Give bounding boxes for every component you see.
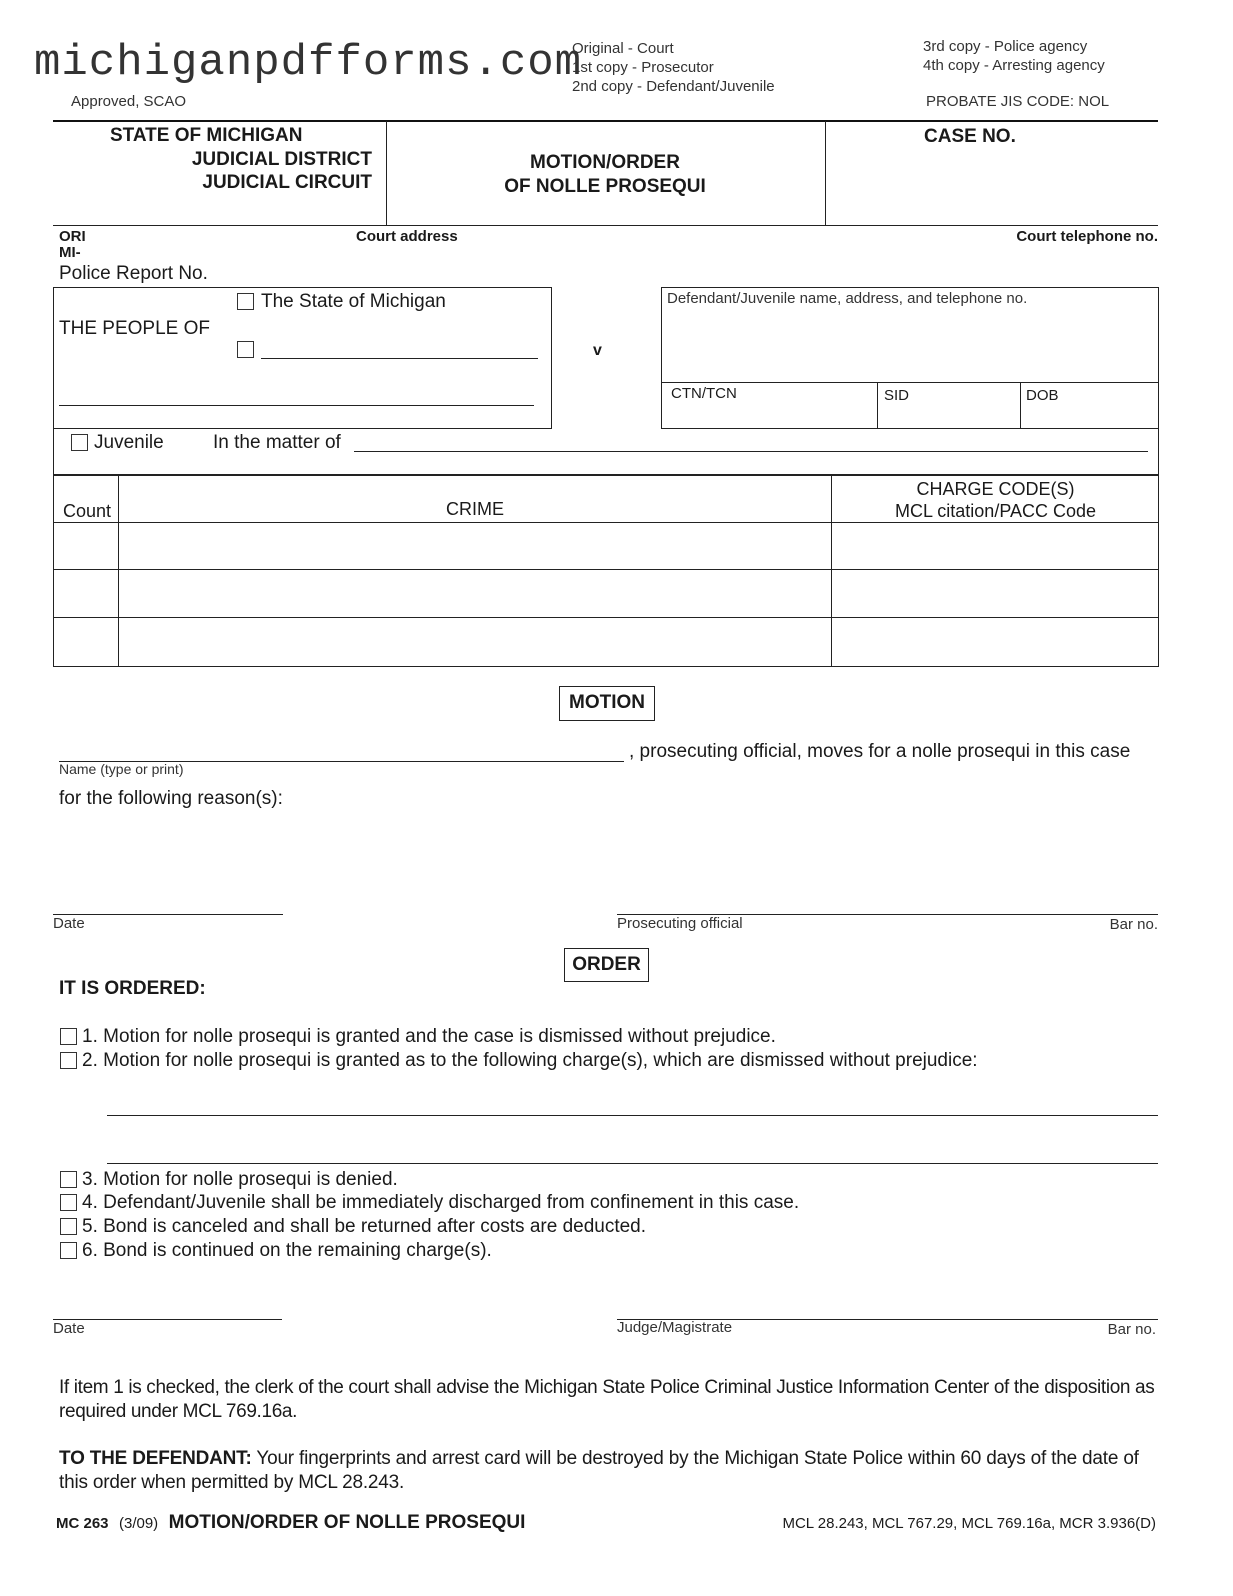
form-footer — [56, 1512, 525, 1534]
defendant-inner-rule — [662, 382, 1159, 383]
mi-label: MI- — [59, 244, 81, 261]
dob-label: DOB — [1026, 387, 1059, 404]
order-bar-label: Bar no. — [1107, 1321, 1156, 1338]
copy-second: 2nd copy - Defendant/Juvenile — [572, 78, 775, 95]
count-header: Count — [63, 501, 112, 521]
order-item-4: 4. Defendant/Juvenile shall be immediately discharged from confinement in this case. — [82, 1192, 800, 1213]
ctn-label: CTN/TCN — [671, 385, 737, 402]
copies-left — [572, 39, 775, 96]
sid-dob-divider — [1020, 382, 1021, 428]
defendant-notice — [59, 1447, 1159, 1495]
table-row[interactable] — [54, 523, 1158, 569]
motion-bar-label: Bar no. — [1109, 916, 1158, 933]
caption-top-rule — [53, 120, 1158, 122]
police-report-label: Police Report No. — [59, 263, 208, 284]
approved-label: Approved, SCAO — [71, 93, 187, 110]
table-row[interactable] — [54, 618, 1158, 665]
reasons-label: for the following reason(s): — [59, 788, 283, 809]
state-of-michigan: STATE OF MICHIGAN — [110, 125, 303, 146]
order-date-label: Date — [53, 1320, 85, 1337]
order-item-1: 1. Motion for nolle prosequi is granted and the case is dismissed without prejudice. — [82, 1026, 776, 1047]
order-date-line[interactable] — [53, 1319, 282, 1320]
charges-dismissed-line-1[interactable] — [107, 1115, 1158, 1116]
order-item-6-checkbox[interactable] — [60, 1242, 77, 1259]
versus-label: v — [593, 342, 602, 359]
form-number: MC 263 — [56, 1515, 109, 1532]
order-item-1-checkbox[interactable] — [60, 1028, 77, 1045]
moves-text: , prosecuting official, moves for a nolle prosequi in this case — [629, 741, 1131, 762]
caption-bottom-rule — [53, 225, 1158, 226]
charge-code-header-line2: MCL citation/PACC Code — [894, 501, 1097, 521]
ori-label: ORI — [59, 228, 86, 245]
crime-header: CRIME — [446, 499, 504, 519]
name-type-label: Name (type or print) — [59, 761, 184, 777]
defendant-label: Defendant/Juvenile name, address, and telephone no. — [667, 290, 1028, 307]
motion-heading: MOTION — [559, 686, 655, 721]
order-item-2: 2. Motion for nolle prosequi is granted as to the following charge(s), which are dismissed without prejudice: — [82, 1050, 978, 1071]
motion-date-label: Date — [53, 915, 85, 932]
order-item-6: 6. Bond is continued on the remaining charge(s). — [82, 1240, 492, 1261]
ctn-sid-divider — [877, 382, 878, 428]
order-item-3: 3. Motion for nolle prosequi is denied. — [82, 1169, 398, 1190]
footer-title: MOTION/ORDER OF NOLLE PROSEQUI — [168, 1512, 526, 1533]
charges-dismissed-line-2[interactable] — [107, 1163, 1158, 1164]
defendant-notice-heading: TO THE DEFENDANT: — [59, 1448, 252, 1469]
defendant-box[interactable] — [661, 287, 1159, 429]
judge-label: Judge/Magistrate — [617, 1319, 733, 1336]
people-signature-line[interactable] — [59, 405, 534, 406]
sid-label: SID — [884, 387, 910, 404]
it-is-ordered: IT IS ORDERED: — [59, 978, 206, 999]
order-item-5-checkbox[interactable] — [60, 1218, 77, 1235]
defendant-notice-text: Your fingerprints and arrest card will be destroyed by the Michigan State Police within 60 days of the date of this order when permitted by MCL 28.243. — [59, 1448, 1139, 1493]
order-item-2-checkbox[interactable] — [60, 1052, 77, 1069]
juvenile-checkbox[interactable] — [71, 434, 88, 451]
copy-fourth: 4th copy - Arresting agency — [923, 57, 1105, 74]
other-plaintiff-checkbox[interactable] — [237, 341, 254, 358]
matter-of-line[interactable] — [354, 451, 1148, 452]
juvenile-label: Juvenile — [94, 432, 164, 453]
state-of-michigan-option: The State of Michigan — [261, 291, 446, 312]
form-title-line2: OF NOLLE PROSEQUI — [504, 176, 706, 197]
clerk-notice: If item 1 is checked, the clerk of the court shall advise the Michigan State Police Criminal Justice Information Center of the disposition as required under MCL 769.16a. — [59, 1377, 1155, 1422]
prosecuting-official-label: Prosecuting official — [617, 915, 743, 932]
caption-divider-1 — [386, 121, 387, 225]
copy-original: Original - Court — [572, 40, 674, 57]
charge-code-header-line1: CHARGE CODE(S) — [916, 479, 1075, 499]
form-title-line1: MOTION/ORDER — [530, 152, 680, 173]
watermark: michiganpdfforms.com — [34, 38, 583, 88]
state-of-michigan-checkbox[interactable] — [237, 293, 254, 310]
court-address-label: Court address — [356, 228, 458, 245]
form-title — [390, 151, 820, 199]
copy-third: 3rd copy - Police agency — [923, 38, 1088, 55]
people-of-label: THE PEOPLE OF — [59, 318, 210, 339]
footer-citations: MCL 28.243, MCL 767.29, MCL 769.16a, MCR 3.936(D) — [782, 1515, 1156, 1532]
court-phone-label: Court telephone no. — [1016, 228, 1158, 245]
matter-of-label: In the matter of — [213, 432, 341, 453]
copy-first: 1st copy - Prosecutor — [572, 59, 714, 76]
caption-divider-2 — [825, 121, 826, 225]
copies-right — [923, 37, 1105, 75]
other-plaintiff-line[interactable] — [261, 358, 538, 359]
order-heading: ORDER — [564, 948, 649, 982]
motion-date-line[interactable] — [53, 914, 283, 915]
order-item-5: 5. Bond is canceled and shall be returned after costs are deducted. — [82, 1216, 647, 1237]
charge-code-header — [832, 478, 1159, 522]
judicial-circuit: JUDICIAL CIRCUIT — [202, 172, 372, 193]
judicial-district: JUDICIAL DISTRICT — [191, 149, 372, 170]
form-revision: (3/09) — [118, 1515, 159, 1532]
order-item-4-checkbox[interactable] — [60, 1194, 77, 1211]
table-row[interactable] — [54, 570, 1158, 616]
jis-code: PROBATE JIS CODE: NOL — [926, 93, 1110, 110]
case-no-label: CASE NO. — [924, 126, 1016, 147]
order-item-3-checkbox[interactable] — [60, 1171, 77, 1188]
